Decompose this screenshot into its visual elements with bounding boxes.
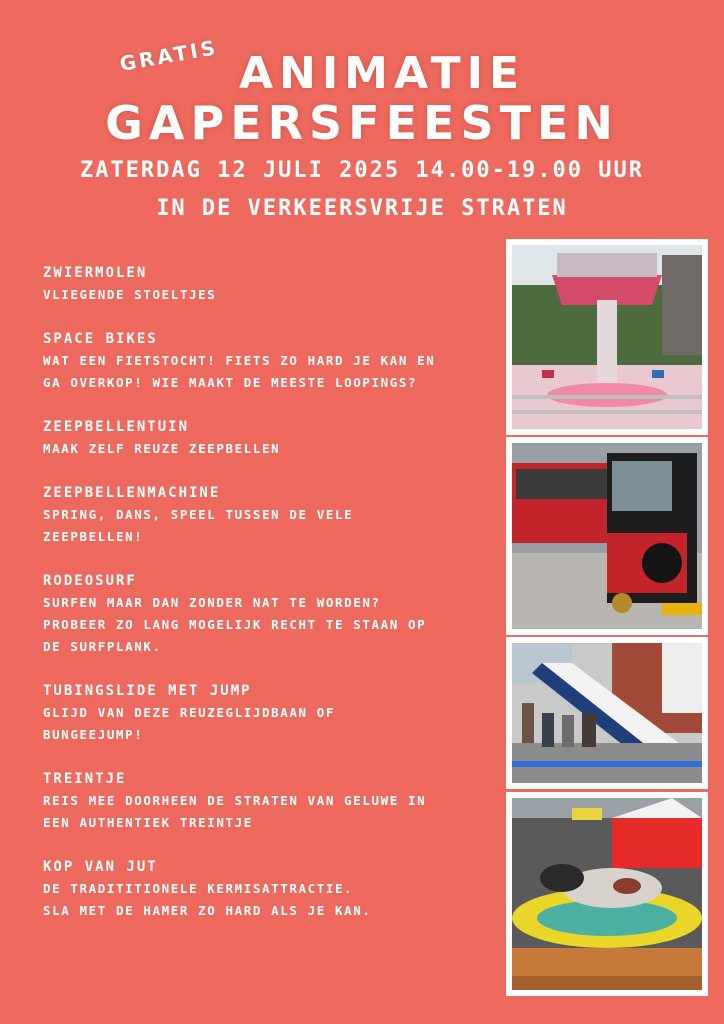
photo-tubing-slide: [506, 637, 708, 789]
title-line-1: ANIMATIE: [238, 48, 526, 99]
attraction-name: ZEEPBELLENTUIN: [43, 419, 190, 435]
attraction-description: SPRING, DANS, SPEEL TUSSEN DE VELE ZEEPBELLEN!: [43, 507, 354, 544]
event-date: ZATERDAG 12 JULI 2025 14.00-19.00 UUR: [79, 158, 645, 183]
title-line-2: GAPERSFEESTEN: [105, 96, 619, 150]
gratis-label: GRATIS: [117, 35, 220, 76]
attraction-description: REIS MEE DOORHEEN DE STRATEN VAN GELUWE IN EEN AUTHENTIEK TREINTJE: [43, 793, 427, 830]
event-location: IN DE VERKEERSVRIJE STRATEN: [156, 196, 568, 221]
attraction-description: MAAK ZELF REUZE ZEEPBELLEN: [43, 441, 281, 456]
attraction-name: SPACE BIKES: [43, 331, 158, 347]
attraction-item: [43, 856, 483, 922]
photo-swing-carousel: [506, 239, 708, 435]
photo-train: [506, 437, 708, 635]
attraction-name: ZWIERMOLEN: [43, 265, 148, 281]
attraction-item: [43, 680, 483, 746]
attraction-item: [43, 570, 483, 658]
attraction-name: KOP VAN JUT: [43, 859, 158, 875]
attraction-name: ZEEPBELLENMACHINE: [43, 485, 221, 501]
attraction-item: [43, 328, 483, 394]
attraction-item: [43, 262, 483, 306]
attraction-item: [43, 482, 483, 548]
attraction-description: GLIJD VAN DEZE REUZEGLIJDBAAN OF BUNGEEJUMP!: [43, 705, 336, 742]
photo-rodeo-bull: [506, 792, 708, 996]
attraction-description: VLIEGENDE STOELTJES: [43, 287, 217, 302]
attraction-description: SURFEN MAAR DAN ZONDER NAT TE WORDEN? PROBEER ZO LANG MOGELIJK RECHT TE STAAN OP DE SURFPLANK.: [43, 595, 427, 654]
attraction-item: [43, 416, 483, 460]
attraction-item: [43, 768, 483, 834]
attraction-description: DE TRADITITIONELE KERMISATTRACTIE. SLA MET DE HAMER ZO HARD ALS JE KAN.: [43, 881, 372, 918]
attraction-list: [43, 262, 483, 944]
attraction-name: RODEOSURF: [43, 573, 137, 589]
attraction-description: WAT EEN FIETSTOCHT! FIETS ZO HARD JE KAN EN GA OVERKOP! WIE MAAKT DE MEESTE LOOPINGS?: [43, 353, 436, 390]
attraction-name: TREINTJE: [43, 771, 127, 787]
attraction-name: TUBINGSLIDE MET JUMP: [43, 683, 252, 699]
